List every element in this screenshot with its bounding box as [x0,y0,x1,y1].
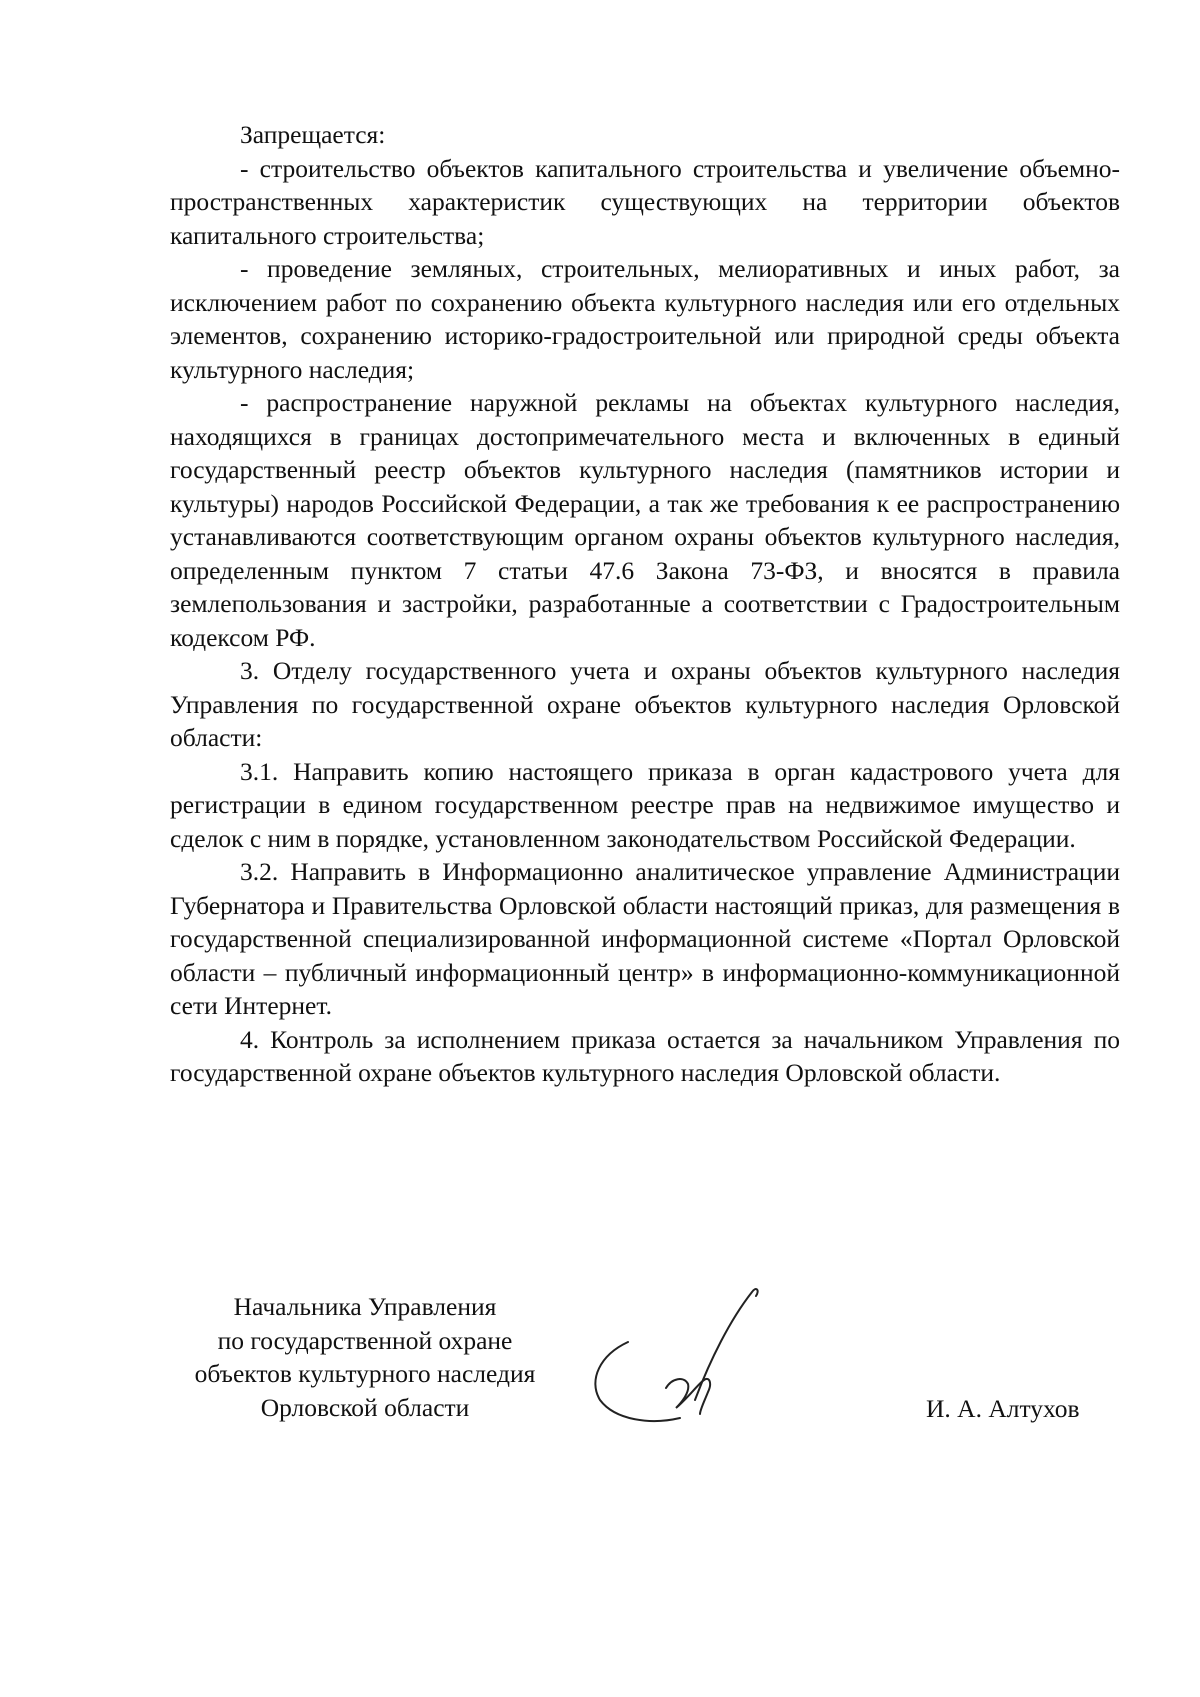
signatory-position-line: Начальника Управления [233,1292,497,1321]
paragraph-item-3-2: 3.2. Направить в Информационно аналитическое управление Администрации Губернатора и Правительства Орловской области настоящий приказ, для размещения в государственной специализированной информационной системе «Портал Орловской области – публичный информационный центр» в информационно-коммуникационной сети Интернет. [170,857,1120,1020]
document-body [170,118,1120,1090]
signatory-position-line: Орловской области [260,1392,470,1422]
paragraph-item-3: 3. Отделу государственного учета и охраны объектов культурного наследия Управления по государственной охране объектов культурного наследия Орловской области: [170,656,1120,752]
paragraph-item-3-1: 3.1. Направить копию настоящего приказа в орган кадастрового учета для регистрации в едином государственном реестре прав на недвижимое имущество и сделок с ним в порядке, установленном законодательством Российской Федерации. [170,756,1120,853]
paragraph-construction-ban: - строительство объектов капитального строительства и увеличение объемно-пространственных характеристик существующих на территории объектов капитального строительства; [170,153,1120,250]
signatory-position-line: по государственной охране [217,1325,513,1355]
paragraph-advertising-ban: - распространение наружной рекламы на объектах культурного наследия, находящихся в границах достопримечательного места и включенных в единый государственный реестр объектов культурного наследия (памятников истории и культуры) народов Российской Федерации, а так же требования к ее распространению устанавливаются соответствующим органом охраны объектов культурного наследия, определенным пунктом 7 статьи 47.6 Закона 73-ФЗ, и вносятся в правила землепользования и застройки, разработанные а соответствии с Градостроительным кодексом РФ. [170,388,1120,652]
paragraph-works-ban: - проведение земляных, строительных, мелиоративных и иных работ, за исключением работ по сохранению объекта культурного наследия или его отдельных элементов, сохранению историко-градостроительной или природной среды объекта культурного наследия; [170,254,1120,384]
handwritten-signature [580,1280,800,1430]
signatory-name: И. А. Алтухов [926,1394,1080,1423]
signatory-position-line: объектов культурного наследия [194,1359,536,1388]
signatory-position [165,1290,565,1424]
prohibited-heading: Запрещается: [240,120,386,149]
paragraph-item-4: 4. Контроль за исполнением приказа остается за начальником Управления по государственной охране объектов культурного наследия Орловской области. [170,1024,1120,1087]
